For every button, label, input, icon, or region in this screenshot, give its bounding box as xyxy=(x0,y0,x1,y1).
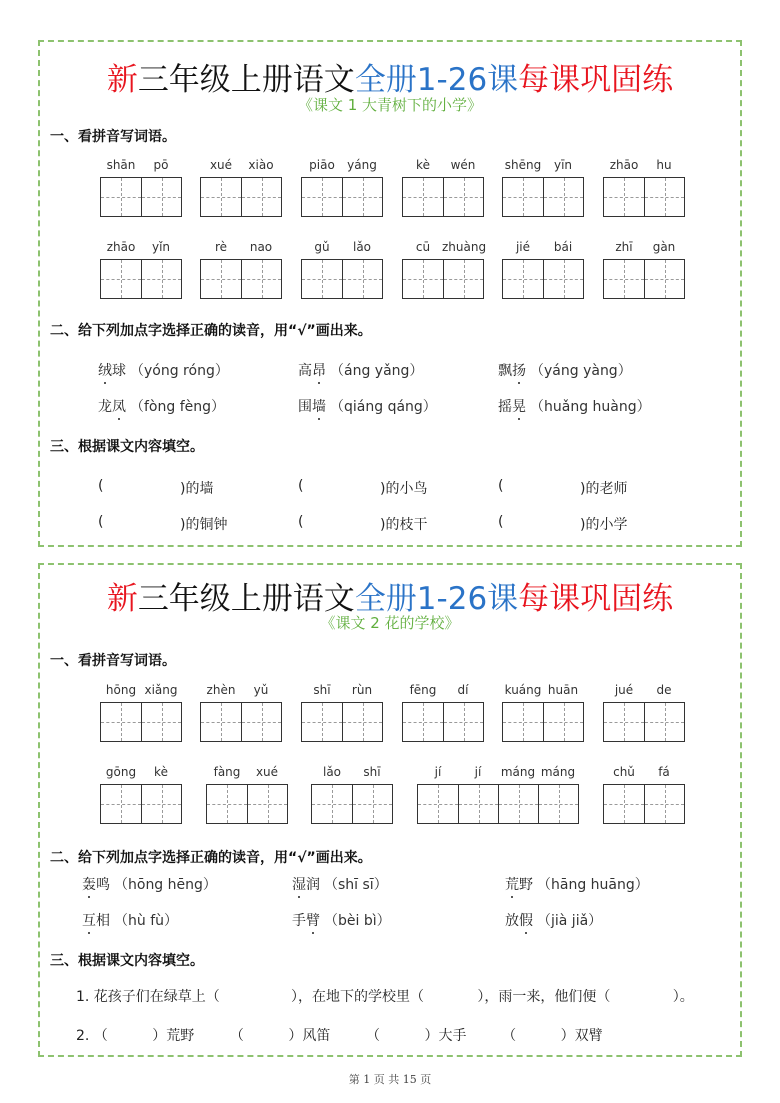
writing-grid[interactable] xyxy=(301,177,383,217)
pinyin-label: xué xyxy=(209,158,233,172)
writing-grid[interactable] xyxy=(206,784,288,824)
blank-label: )的枝干 xyxy=(380,517,428,533)
lesson-subtitle: 《课文 1 大青树下的小学》 xyxy=(297,96,483,114)
pinyin-label: hu xyxy=(656,158,672,172)
title-part: 新 xyxy=(106,581,138,617)
pinyin-word xyxy=(603,765,685,825)
pinyin-options[interactable]: （hù fù） xyxy=(114,913,178,929)
pinyin-label: shēng xyxy=(504,158,542,172)
pinyin-label: nao xyxy=(249,240,273,254)
writing-cell[interactable] xyxy=(101,703,141,741)
writing-cell[interactable] xyxy=(458,785,498,823)
pinyin-label: piāo xyxy=(309,158,335,172)
pinyin-label: yǐn xyxy=(151,240,171,254)
writing-grid[interactable] xyxy=(402,702,484,742)
character: 相 xyxy=(96,913,110,929)
blank-open-paren: ( xyxy=(98,514,104,530)
pinyin-label: kuáng xyxy=(504,683,542,697)
pinyin-word xyxy=(200,158,282,218)
section-2-heading: 二、给下列加点字选择正确的读音，用“√”画出来。 xyxy=(50,323,372,339)
pinyin-label: gǔ xyxy=(314,240,330,254)
writing-grid[interactable] xyxy=(100,177,182,217)
writing-cell[interactable] xyxy=(101,178,141,216)
pinyin-word xyxy=(402,683,484,743)
dotted-character: 湿 xyxy=(292,874,306,894)
dotted-character: 轰 xyxy=(82,874,96,894)
writing-cell[interactable] xyxy=(101,260,141,298)
pinyin-word xyxy=(100,240,182,300)
writing-grid[interactable] xyxy=(100,259,182,299)
pinyin-word xyxy=(301,158,383,218)
pinyin-label: yīn xyxy=(553,158,573,172)
pinyin-label: lǎo xyxy=(322,765,342,779)
writing-cell[interactable] xyxy=(644,178,684,216)
writing-cell[interactable] xyxy=(241,260,281,298)
writing-grid[interactable] xyxy=(100,702,182,742)
dotted-character: 凤 xyxy=(112,396,126,416)
section-3-heading: 三、根据课文内容填空。 xyxy=(50,439,204,455)
writing-cell[interactable] xyxy=(403,178,443,216)
blank-label: )的铜钟 xyxy=(180,517,228,533)
pinyin-label: gōng xyxy=(105,765,137,779)
pinyin-options[interactable]: （fòng fèng） xyxy=(130,399,226,415)
pinyin-label: fēng xyxy=(409,683,437,697)
reading-choice-item[interactable] xyxy=(498,360,632,380)
pinyin-label: kè xyxy=(154,765,168,779)
pinyin-label: chǔ xyxy=(613,765,635,779)
pinyin-label: fá xyxy=(658,765,670,779)
writing-grid[interactable] xyxy=(301,702,383,742)
pinyin-word xyxy=(502,683,584,743)
pinyin-label: bái xyxy=(553,240,573,254)
pinyin-label: máng xyxy=(540,765,576,779)
writing-cell[interactable] xyxy=(201,178,241,216)
pinyin-word xyxy=(417,765,579,825)
pinyin-word xyxy=(301,240,383,300)
pinyin-label: xué xyxy=(255,765,279,779)
title-part: 全册1-26课 xyxy=(354,62,519,98)
worksheet-title xyxy=(40,54,740,99)
pinyin-label: lǎo xyxy=(352,240,372,254)
writing-grid[interactable] xyxy=(417,784,579,824)
pinyin-word xyxy=(502,240,584,300)
character: 放 xyxy=(505,913,519,929)
pinyin-word xyxy=(402,240,487,300)
pinyin-word xyxy=(311,765,393,825)
pinyin-options[interactable]: （bèi bì） xyxy=(324,913,391,929)
blank-open-paren: ( xyxy=(298,478,304,494)
pinyin-label: zhāo xyxy=(106,240,136,254)
section-1-heading: 一、看拼音写词语。 xyxy=(50,129,176,145)
writing-grid[interactable] xyxy=(603,702,685,742)
writing-cell[interactable] xyxy=(503,703,543,741)
pinyin-word xyxy=(200,683,282,743)
pinyin-word xyxy=(603,158,685,218)
fill-sentence-1[interactable]: 1. 花孩子们在绿草上（ ），在地下的学校里（ ），雨一来，他们便（ ）。 xyxy=(76,989,694,1005)
blank-input[interactable] xyxy=(306,478,378,496)
pinyin-label: shī xyxy=(363,765,381,779)
reading-choice-item[interactable] xyxy=(505,874,649,894)
writing-cell[interactable] xyxy=(352,785,392,823)
pinyin-label: xiào xyxy=(248,158,274,172)
reading-choice-item[interactable] xyxy=(292,910,391,930)
dotted-character: 晃 xyxy=(512,396,526,416)
pinyin-word xyxy=(402,158,484,218)
writing-cell[interactable] xyxy=(503,178,543,216)
pinyin-word xyxy=(502,158,584,218)
blank-open-paren: ( xyxy=(298,514,304,530)
blank-input[interactable] xyxy=(306,514,378,532)
pinyin-word xyxy=(100,158,182,218)
pinyin-label: máng xyxy=(500,765,536,779)
reading-choice-item[interactable] xyxy=(505,910,602,930)
title-part: 每课巩固练 xyxy=(518,581,674,617)
dotted-character: 互 xyxy=(82,910,96,930)
blank-open-paren: ( xyxy=(498,478,504,494)
lesson-subtitle: 《课文 2 花的学校》 xyxy=(320,614,460,632)
writing-grid[interactable] xyxy=(200,702,282,742)
reading-choice-item[interactable] xyxy=(498,396,651,416)
title-part: 三年级上册语文 xyxy=(137,62,355,98)
dotted-character: 墙 xyxy=(312,396,326,416)
writing-cell[interactable] xyxy=(543,260,583,298)
dotted-character: 假 xyxy=(519,910,533,930)
writing-cell[interactable] xyxy=(302,703,342,741)
reading-choice-item[interactable] xyxy=(98,396,225,416)
pinyin-options[interactable]: （huǎng huàng） xyxy=(530,399,651,415)
lesson-2-panel xyxy=(38,563,742,1057)
writing-grid[interactable] xyxy=(200,177,282,217)
writing-cell[interactable] xyxy=(141,703,181,741)
section-1-heading: 一、看拼音写词语。 xyxy=(50,653,176,669)
writing-cell[interactable] xyxy=(241,178,281,216)
writing-grid[interactable] xyxy=(311,784,393,824)
character: 摇 xyxy=(498,399,512,415)
writing-grid[interactable] xyxy=(502,259,584,299)
pinyin-label: dí xyxy=(457,683,469,697)
writing-cell[interactable] xyxy=(241,703,281,741)
writing-cell[interactable] xyxy=(604,260,644,298)
writing-cell[interactable] xyxy=(604,785,644,823)
pinyin-options[interactable]: （áng yǎng） xyxy=(330,363,424,379)
writing-cell[interactable] xyxy=(141,785,181,823)
blank-input[interactable] xyxy=(106,514,178,532)
title-part: 新 xyxy=(106,62,138,98)
pinyin-label: gàn xyxy=(652,240,676,254)
writing-cell[interactable] xyxy=(201,260,241,298)
pinyin-options[interactable]: （qiáng qáng） xyxy=(330,399,437,415)
pinyin-label: zhāo xyxy=(609,158,639,172)
writing-grid[interactable] xyxy=(200,259,282,299)
dotted-character: 绒 xyxy=(98,360,112,380)
writing-cell[interactable] xyxy=(443,260,483,298)
blank-label: )的墙 xyxy=(180,481,214,497)
pinyin-options[interactable]: （shī sī） xyxy=(324,877,388,893)
pinyin-label: jié xyxy=(515,240,531,254)
pinyin-word xyxy=(301,683,383,743)
blank-input[interactable] xyxy=(506,478,578,496)
writing-grid[interactable] xyxy=(603,784,685,824)
writing-cell[interactable] xyxy=(543,703,583,741)
character: 龙 xyxy=(98,399,112,415)
character: 手 xyxy=(292,913,306,929)
title-part: 全册1-26课 xyxy=(354,581,519,617)
writing-grid[interactable] xyxy=(100,784,182,824)
pinyin-label: zhuàng xyxy=(442,240,487,254)
writing-cell[interactable] xyxy=(207,785,247,823)
reading-choice-item[interactable] xyxy=(292,874,388,894)
pinyin-label: xiǎng xyxy=(144,683,178,697)
pinyin-label: shān xyxy=(106,158,136,172)
blank-label: )的老师 xyxy=(580,481,628,497)
pinyin-label: jué xyxy=(614,683,634,697)
pinyin-label: de xyxy=(656,683,672,697)
writing-cell[interactable] xyxy=(342,260,382,298)
blank-input[interactable] xyxy=(506,514,578,532)
pinyin-word xyxy=(603,240,685,300)
pinyin-label: zhī xyxy=(615,240,633,254)
character: 高 xyxy=(298,363,312,379)
character: 鸣 xyxy=(96,877,110,893)
title-part: 三年级上册语文 xyxy=(137,581,355,617)
writing-grid[interactable] xyxy=(502,702,584,742)
pinyin-label: shī xyxy=(313,683,331,697)
writing-cell[interactable] xyxy=(247,785,287,823)
blank-open-paren: ( xyxy=(498,514,504,530)
section-3-heading: 三、根据课文内容填空。 xyxy=(50,953,204,969)
character: 润 xyxy=(306,877,320,893)
writing-grid[interactable] xyxy=(603,259,685,299)
writing-cell[interactable] xyxy=(443,178,483,216)
fill-sentence-2[interactable]: 2. （ ）荒野 （ ）风笛 （ ）大手 （ ）双臂 xyxy=(76,1028,603,1044)
page-footer: 第 1 页 共 15 页 xyxy=(348,1073,432,1086)
pinyin-options[interactable]: （jià jiǎ） xyxy=(537,913,603,929)
pinyin-label: jí xyxy=(434,765,442,779)
writing-grid[interactable] xyxy=(402,177,484,217)
pinyin-label: rùn xyxy=(351,683,373,697)
dotted-character: 臂 xyxy=(306,910,320,930)
dotted-character: 荒 xyxy=(505,874,519,894)
blank-input[interactable] xyxy=(106,478,178,496)
pinyin-label: huān xyxy=(547,683,579,697)
writing-grid[interactable] xyxy=(402,259,484,299)
reading-choice-item[interactable] xyxy=(82,910,178,930)
writing-cell[interactable] xyxy=(644,260,684,298)
writing-cell[interactable] xyxy=(312,785,352,823)
dotted-character: 扬 xyxy=(512,360,526,380)
writing-cell[interactable] xyxy=(141,178,181,216)
writing-cell[interactable] xyxy=(644,785,684,823)
dotted-character: 昂 xyxy=(312,360,326,380)
pinyin-word xyxy=(100,683,182,743)
writing-cell[interactable] xyxy=(443,703,483,741)
pinyin-label: yáng xyxy=(347,158,377,172)
pinyin-word xyxy=(100,765,182,825)
character: 球 xyxy=(112,363,126,379)
pinyin-label: fàng xyxy=(213,765,241,779)
pinyin-label: zhèn xyxy=(206,683,236,697)
writing-cell[interactable] xyxy=(141,260,181,298)
character: 围 xyxy=(298,399,312,415)
writing-cell[interactable] xyxy=(538,785,578,823)
pinyin-label: hōng xyxy=(105,683,137,697)
blank-open-paren: ( xyxy=(98,478,104,494)
writing-cell[interactable] xyxy=(403,703,443,741)
writing-grid[interactable] xyxy=(502,177,584,217)
writing-cell[interactable] xyxy=(604,703,644,741)
pinyin-label: pō xyxy=(153,158,169,172)
reading-choice-item[interactable] xyxy=(82,874,217,894)
writing-cell[interactable] xyxy=(604,178,644,216)
pinyin-word xyxy=(200,240,282,300)
pinyin-options[interactable]: （yáng yàng） xyxy=(530,363,632,379)
writing-cell[interactable] xyxy=(302,260,342,298)
writing-cell[interactable] xyxy=(201,703,241,741)
character: 飘 xyxy=(498,363,512,379)
pinyin-options[interactable]: （yóng róng） xyxy=(130,363,229,379)
pinyin-word xyxy=(603,683,685,743)
writing-grid[interactable] xyxy=(301,259,383,299)
pinyin-label: cū xyxy=(415,240,431,254)
reading-choice-item[interactable] xyxy=(98,360,229,380)
pinyin-label: wén xyxy=(450,158,476,172)
section-2-heading: 二、给下列加点字选择正确的读音，用“√”画出来。 xyxy=(50,850,372,866)
pinyin-options[interactable]: （hāng huāng） xyxy=(537,877,649,893)
writing-cell[interactable] xyxy=(498,785,538,823)
writing-cell[interactable] xyxy=(644,703,684,741)
writing-cell[interactable] xyxy=(503,260,543,298)
writing-cell[interactable] xyxy=(101,785,141,823)
writing-cell[interactable] xyxy=(302,178,342,216)
writing-cell[interactable] xyxy=(342,703,382,741)
lesson-1-panel xyxy=(38,40,742,547)
character: 野 xyxy=(519,877,533,893)
writing-cell[interactable] xyxy=(342,178,382,216)
writing-cell[interactable] xyxy=(403,260,443,298)
reading-choice-item[interactable] xyxy=(298,360,423,380)
pinyin-word xyxy=(206,765,288,825)
blank-label: )的小鸟 xyxy=(380,481,428,497)
pinyin-label: yǔ xyxy=(253,683,269,697)
reading-choice-item[interactable] xyxy=(298,396,437,416)
title-part: 每课巩固练 xyxy=(518,62,674,98)
pinyin-options[interactable]: （hōng hēng） xyxy=(114,877,217,893)
writing-cell[interactable] xyxy=(543,178,583,216)
pinyin-label: kè xyxy=(416,158,430,172)
writing-grid[interactable] xyxy=(603,177,685,217)
pinyin-label: rè xyxy=(214,240,228,254)
writing-cell[interactable] xyxy=(418,785,458,823)
blank-label: )的小学 xyxy=(580,517,628,533)
pinyin-label: jí xyxy=(474,765,482,779)
